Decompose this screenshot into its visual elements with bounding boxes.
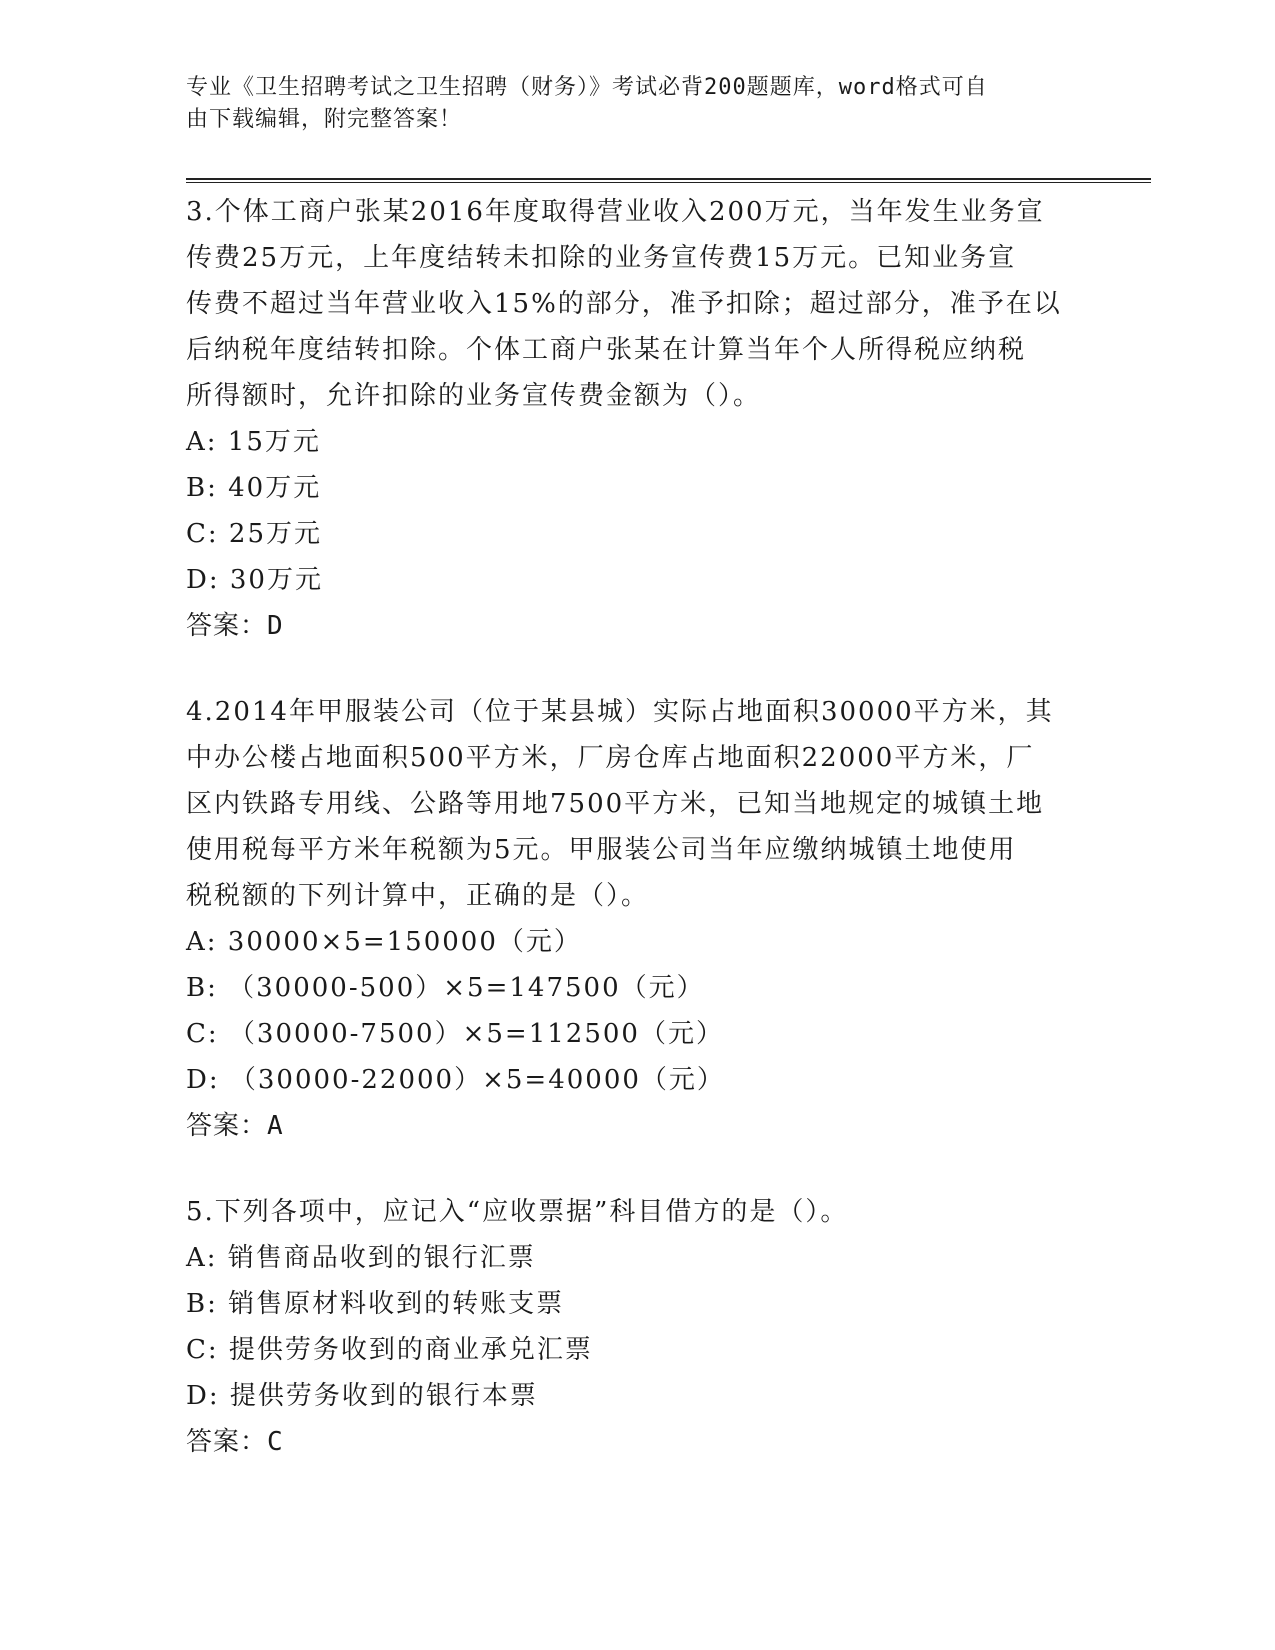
- option-c: C: 提供劳务收到的商业承兑汇票: [186, 1335, 593, 1365]
- question-stem-line: 3.个体工商户张某2016年度取得营业收入200万元，当年发生业务宣: [186, 197, 1045, 227]
- question-stem-line: 传费25万元，上年度结转未扣除的业务宣传费15万元。已知业务宣: [186, 243, 1017, 273]
- question-stem-line: 区内铁路专用线、公路等用地7500平方米，已知当地规定的城镇土地: [186, 789, 1045, 819]
- option-d: D: 提供劳务收到的银行本票: [186, 1381, 538, 1411]
- question-stem-line: 传费不超过当年营业收入15%的部分，准予扣除；超过部分，准予在以: [186, 289, 1062, 319]
- question-stem-line: 后纳税年度结转扣除。个体工商户张某在计算当年个人所得税应纳税: [186, 335, 1027, 365]
- question-stem-line: 5.下列各项中，应记入“应收票据”科目借方的是（）。: [186, 1197, 849, 1227]
- question-stem-line: 税税额的下列计算中，正确的是（）。: [186, 881, 650, 911]
- option-a: A: 销售商品收到的银行汇票: [186, 1243, 536, 1273]
- answer-label: 答案：D: [186, 611, 284, 641]
- option-d: D: （30000-22000）×5=40000（元）: [186, 1065, 725, 1095]
- option-b: B: （30000-500）×5=147500（元）: [186, 973, 705, 1003]
- header-divider: [186, 178, 1151, 180]
- option-c: C: （30000-7500）×5=112500（元）: [186, 1019, 724, 1049]
- document-header: [186, 72, 1066, 136]
- question-stem-line: 中办公楼占地面积500平方米，厂房仓库占地面积22000平方米，厂: [186, 743, 1035, 773]
- question-stem-line: 使用税每平方米年税额为5元。甲服装公司当年应缴纳城镇土地使用: [186, 835, 1017, 865]
- option-b: B: 40万元: [186, 473, 322, 503]
- question-4: [186, 689, 1086, 1149]
- header-line: 专业《卫生招聘考试之卫生招聘（财务）》考试必背200题题库，word格式可自: [186, 75, 988, 100]
- option-d: D: 30万元: [186, 565, 323, 595]
- question-3: [186, 189, 1086, 649]
- option-a: A: 15万元: [186, 427, 321, 457]
- question-stem-line: 所得额时，允许扣除的业务宣传费金额为（）。: [186, 381, 762, 411]
- question-5: [186, 1189, 1086, 1465]
- question-stem-line: 4.2014年甲服装公司（位于某县城）实际占地面积30000平方米，其: [186, 697, 1054, 727]
- option-b: B: 销售原材料收到的转账支票: [186, 1289, 565, 1319]
- header-divider-thin: [186, 182, 1151, 183]
- answer-label: 答案：C: [186, 1427, 284, 1457]
- option-c: C: 25万元: [186, 519, 323, 549]
- header-line: 由下载编辑，附完整答案！: [186, 107, 463, 132]
- option-a: A: 30000×5=150000（元）: [186, 927, 582, 957]
- answer-label: 答案：A: [186, 1111, 284, 1141]
